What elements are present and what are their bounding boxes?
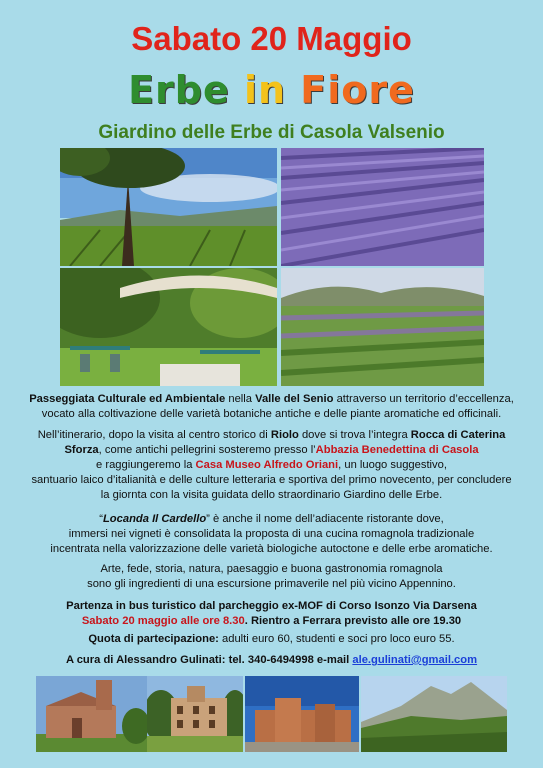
itinerary-riolo: Riolo [270, 429, 299, 441]
itinerary-text-1: Nell’itinerario, dopo la visita al centro storico di [37, 429, 271, 441]
itinerary-casa-museo: Casa Museo Alfredo Oriani [195, 459, 339, 471]
price-label: Quota di partecipazione: [88, 633, 219, 645]
event-date-title: Sabato 20 Maggio [131, 20, 412, 57]
venue-subtitle: Giardino delle Erbe di Casola Valsenio [98, 122, 445, 143]
event-name-word-1: Erbe [128, 68, 230, 112]
summary-paragraph [14, 562, 529, 592]
summary-line-1: Arte, fede, storia, natura, paesaggio e buona gastronomia romagnola [100, 563, 443, 575]
itinerary-sforza: Sforza [64, 444, 99, 456]
summary-line-2: sono gli ingredienti di una escursione primaverile nel più vicino Appennino. [87, 578, 456, 590]
event-name-word-2: in [243, 68, 287, 112]
restaurant-line-3: incentrata nella valorizzazione delle varietà biologiche autoctone e delle erbe aromatiche. [50, 543, 493, 555]
church-photo [36, 676, 149, 752]
itinerary-text-2: dove si trova l’integra [298, 429, 411, 441]
rocca-fortress-photo [245, 676, 359, 752]
departure-paragraph [14, 599, 529, 629]
itinerary-line-4: santuario laico d’italianità e delle culture letteraria e sportiva del primo novecento, per concludere [31, 474, 512, 486]
herb-garden-photo [281, 268, 484, 386]
price-paragraph [14, 632, 529, 647]
itinerary-paragraph [14, 428, 529, 503]
itinerary-line-5: la giornta con la visita guidata dello straordinario Giardino delle Erbe. [100, 489, 443, 501]
itinerary-text-5: , un luogo suggestivo, [338, 459, 447, 471]
vineyard-photo [60, 148, 277, 266]
intro-line-2: vocato alla coltivazione delle varietà botaniche antiche e delle piante aromatiche ed officinali. [41, 408, 502, 420]
intro-text-1: nella [225, 393, 256, 405]
price-text: adulti euro 60, studenti e soci pro loco euro 55. [218, 633, 455, 645]
garden-terrace-photo [60, 268, 277, 386]
itinerary-abbazia: Abbazia Benedettina di Casola [315, 444, 479, 456]
contact-paragraph [14, 653, 529, 668]
itinerary-text-3: , come antichi pellegrini sosteremo presso l’ [98, 444, 316, 456]
intro-bold-1: Passeggiata Culturale ed Ambientale [29, 393, 226, 405]
event-name-word-3: Fiore [300, 68, 415, 112]
departure-line-1: Partenza in bus turistico dal parcheggio ex-MOF di Corso Isonzo Via Darsena [66, 600, 477, 612]
intro-text-2: attraverso un territorio d’eccellenza, [333, 393, 514, 405]
restaurant-paragraph [14, 512, 529, 557]
itinerary-text-4: e raggiungeremo la [96, 459, 196, 471]
itinerary-rocca: Rocca di Caterina [410, 429, 506, 441]
contact-email-link[interactable]: ale.gulinati@gmail.com [352, 654, 478, 666]
event-name-title [0, 68, 543, 112]
restaurant-text-1: ” è anche il nome dell’adiacente ristorante dove, [206, 513, 444, 525]
restaurant-line-2: immersi nei vigneti è consolidata la proposta di una cucina romagnola tradizionale [68, 528, 475, 540]
intro-paragraph [14, 392, 529, 422]
departure-date-time: Sabato 20 maggio alle ore 8.30 [81, 615, 245, 627]
lavender-field-photo [281, 148, 484, 266]
mountain-landscape-photo [361, 676, 507, 752]
departure-return: . Rientro a Ferrara previsto alle ore 19.30 [244, 615, 462, 627]
contact-text: A cura di Alessandro Gulinati: tel. 340-6494998 e-mail [65, 654, 353, 666]
restaurant-name: Locanda Il Cardello [102, 513, 207, 525]
restaurant-quote-open: “ [99, 513, 103, 525]
intro-bold-2: Valle del Senio [255, 393, 334, 405]
casa-museo-photo [147, 676, 243, 752]
